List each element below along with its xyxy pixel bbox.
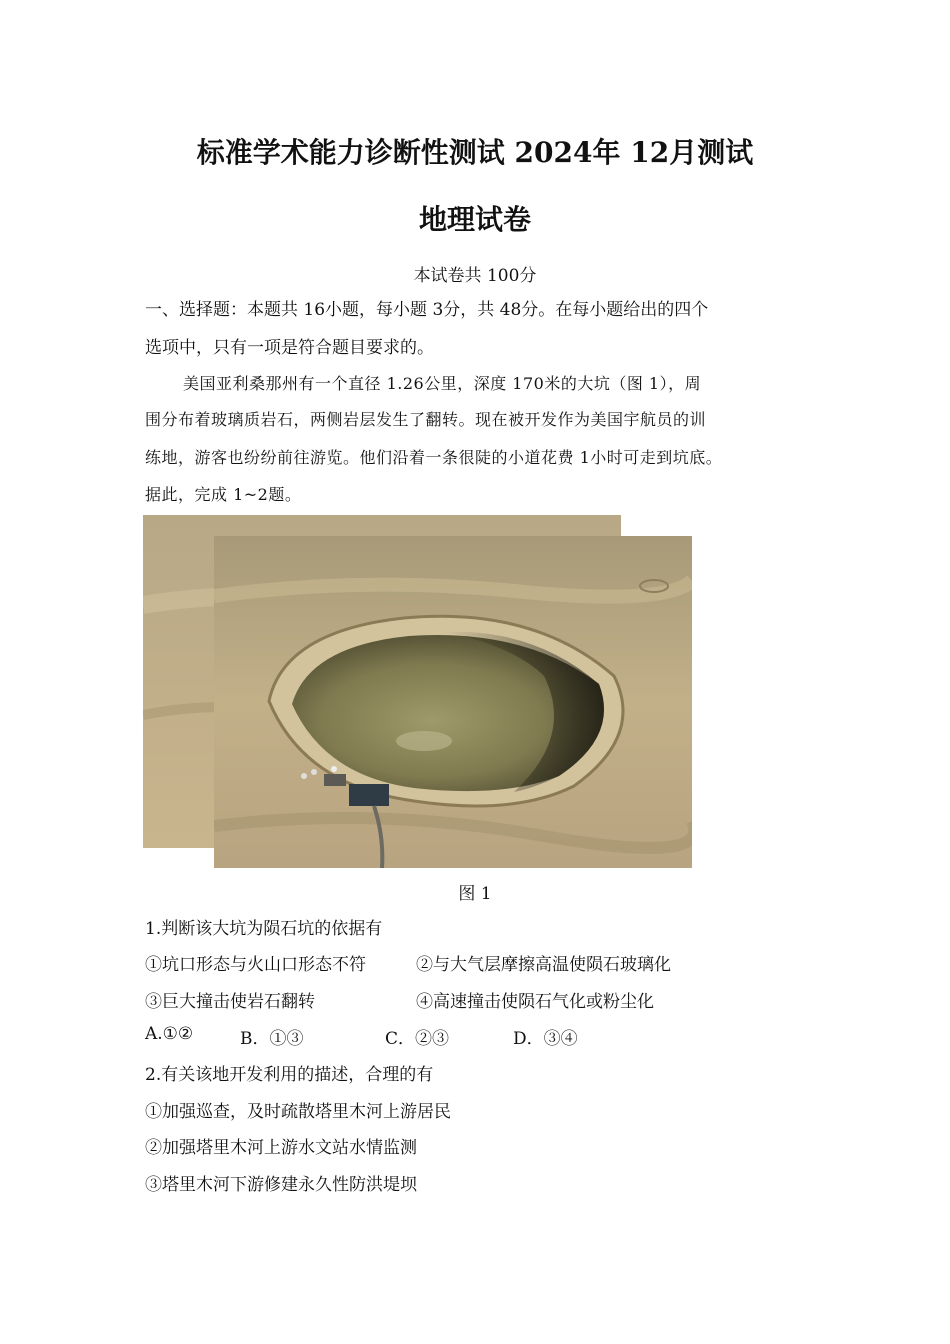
q1-choice-d: D．③④ <box>513 1029 578 1049</box>
q2-option-3: ③塔里木河下游修建永久性防洪堤坝 <box>145 1175 417 1195</box>
q1-choice-b: B．①③ <box>240 1029 304 1049</box>
figure-caption: 图 1 <box>458 884 492 904</box>
crater-photo <box>214 536 692 868</box>
passage-line: 练地，游客也纷纷前往游览。他们沿着一条很陡的小道花费 1小时可走到坑底。 <box>145 448 723 467</box>
q1-option-2: ②与大气层摩擦高温使陨石玻璃化 <box>416 955 671 975</box>
section-intro-line2: 选项中，只有一项是符合题目要求的。 <box>145 338 434 358</box>
passage-line: 据此，完成 1~2题。 <box>145 485 302 504</box>
q1-option-1: ①坑口形态与火山口形态不符 <box>145 955 366 975</box>
q1-choice-c: C．②③ <box>385 1029 450 1049</box>
paper-title: 标准学术能力诊断性测试 2024年 12月测试 <box>196 136 754 169</box>
q1-choice-a: A.①② <box>145 1024 194 1044</box>
total-score: 本试卷共 100分 <box>413 266 537 286</box>
q1-option-3: ③巨大撞击使岩石翻转 <box>145 992 315 1012</box>
q2-option-1: ①加强巡查，及时疏散塔里木河上游居民 <box>145 1102 451 1122</box>
q2-stem: 2.有关该地开发利用的描述，合理的有 <box>145 1065 434 1085</box>
q1-stem: 1.判断该大坑为陨石坑的依据有 <box>145 919 383 939</box>
paper-subtitle: 地理试卷 <box>418 203 531 236</box>
passage-line: 围分布着玻璃质岩石，两侧岩层发生了翻转。现在被开发作为美国宇航员的训 <box>145 410 707 429</box>
q2-option-2: ②加强塔里木河上游水文站水情监测 <box>145 1138 417 1158</box>
q1-option-4: ④高速撞击使陨石气化或粉尘化 <box>416 992 654 1012</box>
passage-line: 美国亚利桑那州有一个直径 1.26公里，深度 170米的大坑（图 1），周 <box>183 374 702 393</box>
section-intro-line1: 一、选择题：本题共 16小题，每小题 3分，共 48分。在每小题给出的四个 <box>145 300 709 320</box>
